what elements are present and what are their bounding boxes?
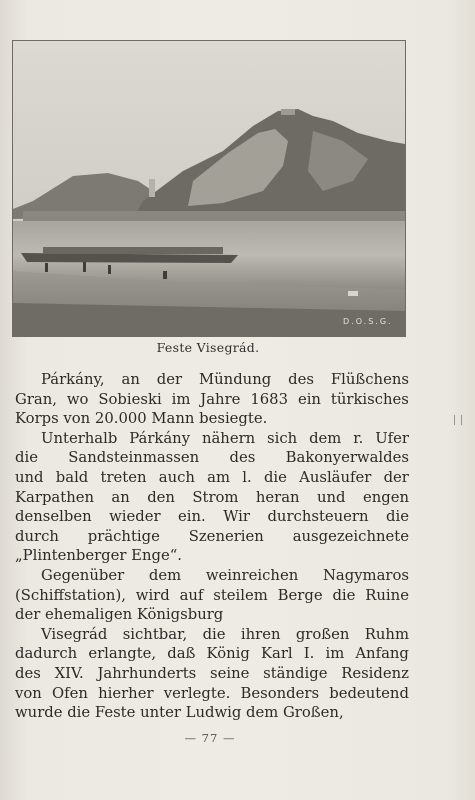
word: Flüßchens bbox=[330, 371, 409, 388]
word: von bbox=[15, 684, 42, 702]
word: Ausläufer bbox=[299, 468, 372, 486]
word: Bakonyerwaldes bbox=[285, 449, 409, 467]
text-line bbox=[15, 644, 409, 664]
photo-caption: Feste Visegrád. bbox=[156, 340, 260, 355]
photo-illustration bbox=[13, 41, 405, 336]
word: die bbox=[202, 625, 226, 643]
word: im bbox=[171, 390, 191, 408]
word: heran bbox=[255, 488, 300, 506]
word: Berge bbox=[277, 586, 323, 604]
word: Ruine bbox=[365, 586, 409, 604]
word: Karl bbox=[260, 645, 293, 663]
word: Karpathen bbox=[15, 488, 95, 506]
word: großen bbox=[295, 625, 350, 643]
word: auf bbox=[179, 586, 204, 604]
word: den bbox=[147, 488, 175, 506]
text-line bbox=[15, 625, 409, 645]
body-text bbox=[15, 370, 409, 723]
word: daß bbox=[167, 645, 196, 663]
word: wird bbox=[135, 586, 170, 604]
word: prächtige bbox=[87, 527, 160, 545]
photograph-visegrad bbox=[12, 40, 406, 337]
text-line bbox=[15, 527, 409, 547]
word: der bbox=[383, 468, 409, 486]
page-edge-mark bbox=[454, 415, 462, 425]
word: an bbox=[121, 371, 140, 388]
text-line: wurde die Feste unter Ludwig dem Großen, bbox=[15, 704, 344, 722]
word: ihren bbox=[240, 625, 281, 643]
word: an bbox=[111, 488, 130, 506]
text-line bbox=[15, 586, 409, 606]
word: seine bbox=[210, 664, 250, 682]
word: r. bbox=[353, 429, 364, 447]
word: Párkány bbox=[129, 429, 191, 447]
word: durchsteuern bbox=[267, 508, 369, 526]
text-line bbox=[15, 664, 409, 684]
word: steilem bbox=[213, 586, 268, 604]
word: im bbox=[325, 645, 345, 663]
word: König bbox=[206, 645, 250, 663]
word: I. bbox=[303, 645, 315, 663]
word: wo bbox=[66, 390, 89, 408]
text-line bbox=[15, 684, 409, 704]
word: 1683 bbox=[250, 390, 289, 408]
word: die bbox=[263, 468, 287, 486]
word: Strom bbox=[192, 488, 239, 506]
word: Ufer bbox=[375, 429, 409, 447]
word: und bbox=[317, 488, 346, 506]
word: des bbox=[229, 449, 256, 467]
word: ein bbox=[297, 390, 321, 408]
word: dem bbox=[148, 566, 182, 584]
word: dadurch bbox=[15, 645, 78, 663]
word: Szenerien bbox=[188, 527, 264, 545]
word: Sandsteinmassen bbox=[68, 449, 200, 467]
word: Jahrhunderts bbox=[97, 664, 197, 682]
word: und bbox=[15, 468, 44, 486]
word: engen bbox=[362, 488, 409, 506]
word: Gran, bbox=[15, 390, 57, 408]
word: Gegenüber bbox=[41, 566, 125, 584]
text-line bbox=[15, 429, 409, 449]
word: durch bbox=[15, 527, 59, 545]
word: Jahre bbox=[200, 390, 241, 408]
text-line: „Plintenberger Enge“. bbox=[15, 547, 182, 565]
word: erlangte, bbox=[88, 645, 157, 663]
word: auch bbox=[158, 468, 195, 486]
word: Visegrád bbox=[41, 625, 108, 643]
word: der bbox=[156, 371, 183, 388]
word: sichtbar, bbox=[122, 625, 188, 643]
word: Besonders bbox=[240, 684, 320, 702]
word: nähern bbox=[201, 429, 256, 447]
word: ein. bbox=[178, 508, 206, 526]
word: des bbox=[15, 664, 41, 682]
text-line bbox=[15, 507, 409, 527]
word: die bbox=[332, 586, 356, 604]
text-line: der ehemaligen Königsburg bbox=[15, 606, 224, 624]
word: sich bbox=[267, 429, 298, 447]
word: am bbox=[207, 468, 231, 486]
word: wieder bbox=[109, 508, 161, 526]
word: verlegte. bbox=[163, 684, 231, 702]
text-line bbox=[15, 370, 409, 390]
word: (Schiffstation), bbox=[15, 586, 126, 604]
word: Sobieski bbox=[98, 390, 162, 408]
word: Ofen bbox=[52, 684, 88, 702]
text-line: Korps von 20.000 Mann besiegte. bbox=[15, 410, 268, 428]
word: die bbox=[386, 508, 409, 526]
photo-mark: D.O.S.G. bbox=[343, 317, 393, 326]
word: Residenz bbox=[341, 664, 409, 682]
word: treten bbox=[100, 468, 147, 486]
text-line bbox=[15, 468, 409, 488]
word: des bbox=[288, 371, 314, 388]
word: die bbox=[15, 449, 38, 467]
word: hierher bbox=[98, 684, 154, 702]
word: bald bbox=[55, 468, 89, 486]
word: l. bbox=[242, 468, 252, 486]
text-line bbox=[15, 488, 409, 508]
word: Nagymaros bbox=[322, 566, 409, 584]
word: Unterhalb bbox=[41, 429, 118, 447]
word: Mündung bbox=[199, 371, 272, 388]
word: XIV. bbox=[54, 664, 84, 682]
word: türkisches bbox=[330, 390, 409, 408]
word: Párkány, bbox=[41, 371, 105, 388]
word: Ruhm bbox=[364, 625, 409, 643]
word: dem bbox=[309, 429, 342, 447]
word: ausgezeichnete bbox=[292, 527, 409, 545]
word: Anfang bbox=[355, 645, 409, 663]
word: denselben bbox=[15, 508, 92, 526]
word: Wir bbox=[223, 508, 250, 526]
word: bedeutend bbox=[329, 684, 409, 702]
text-line bbox=[15, 448, 409, 468]
word: weinreichen bbox=[205, 566, 299, 584]
text-line bbox=[15, 566, 409, 586]
page-number: — 77 — bbox=[184, 731, 236, 745]
word: ständige bbox=[263, 664, 328, 682]
text-line bbox=[15, 390, 409, 410]
